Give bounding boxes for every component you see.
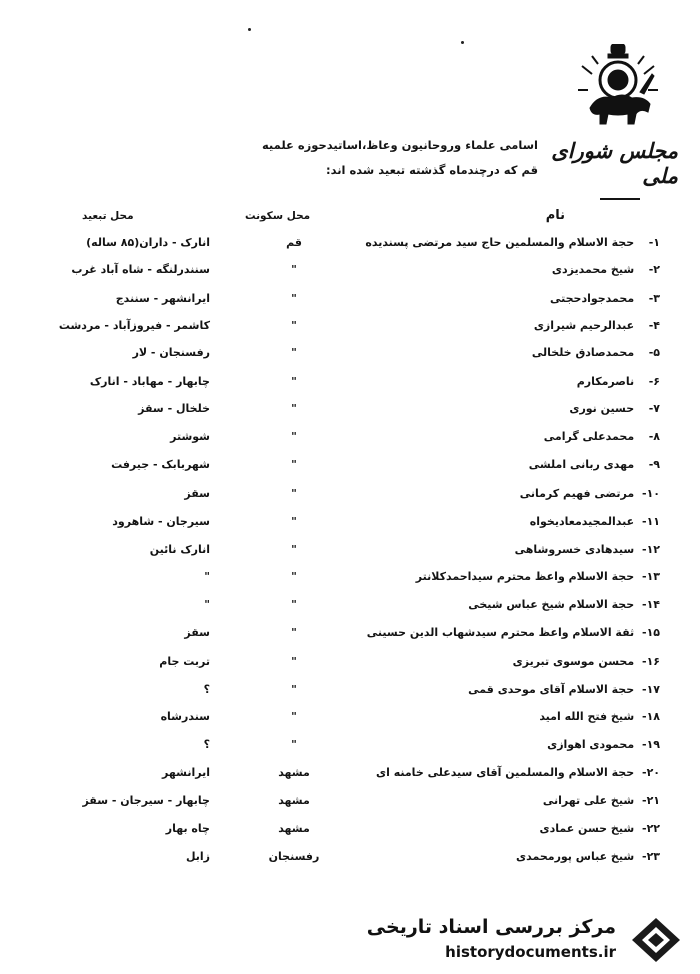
row-name-text: شیخ علی تهرانی [542,794,635,807]
row-residence: مشهد [278,822,310,835]
row-residence: " [291,515,297,528]
row-exile-place: خلخال - سقز [138,402,210,415]
column-header-name: نام [545,208,565,223]
row-name [330,515,660,528]
column-header-exile: محل تبعید [82,210,134,222]
row-number: ۱۷- [641,683,660,696]
row-number: ۹- [648,458,660,471]
row-residence: " [291,430,297,443]
row-exile-place: سندرشاه [160,710,210,723]
table-row [0,236,700,258]
row-exile-place: چابهار - مهاباد - انارک [89,375,210,388]
table-row [0,543,700,565]
row-name-text: مرتضی فهیم کرمانی [519,487,635,500]
row-number: ۲۳- [641,850,660,863]
row-number: ۱۶- [641,655,660,668]
row-name [330,598,660,611]
row-residence: " [291,292,297,305]
row-number: ۴- [648,319,660,332]
table-row [0,710,700,732]
row-name-text: حجة الاسلام شیخ عباس شیخی [468,598,635,611]
row-residence: رفسنجان [268,850,320,863]
row-exile-place: سقز [184,487,210,500]
row-name-text: ناصرمکارم [576,375,635,388]
table-row [0,683,700,705]
row-residence: " [291,402,297,415]
row-residence: " [291,570,297,583]
row-exile-place: ؟ [203,738,210,751]
row-name [330,292,660,305]
row-residence: قم [286,236,302,249]
row-name [330,346,660,359]
row-number: ۱۲- [641,543,660,556]
row-name [330,710,660,723]
row-exile-place: رفسنجان - لار [132,346,210,359]
row-name [330,626,660,639]
emblem-title: مجلس شورای ملی [551,138,678,188]
row-name [330,850,660,863]
row-name [330,683,660,696]
row-name [330,543,660,556]
row-name-text: محمدصادق خلخالی [531,346,635,359]
row-number: ۲۰- [641,766,660,779]
row-residence: " [291,543,297,556]
row-name [330,794,660,807]
row-residence: " [291,626,297,639]
book-logo-icon [626,914,684,966]
row-name-text: سیدهادی خسروشاهی [514,543,635,556]
table-row [0,375,700,397]
row-residence: " [291,375,297,388]
row-name-text: حجة الاسلام واعظ محترم سیداحمدکلانتر [415,570,635,583]
row-name-text: حجة الاسلام والمسلمین آقای سیدعلی خامنه ای [376,766,635,779]
row-name-text: شیخ عباس پورمحمدی [516,850,635,863]
column-header-residence: محل سکونت [245,210,311,222]
table-row [0,794,700,816]
row-name-text: محمدعلی گرامی [543,430,635,443]
table-row [0,822,700,844]
row-name-text: شیخ فتح الله امید [539,710,635,723]
table-row [0,458,700,480]
row-name-text: شیخ محمدیزدی [551,263,635,276]
table-row [0,402,700,424]
row-exile-place: زابل [185,850,210,863]
row-name [330,822,660,835]
table-row [0,346,700,368]
row-name-text: حجة الاسلام والمسلمین حاج سید مرتضی پسندیده [365,236,635,249]
document-heading-line-2: قم که درچندماه گذشته تبعید شده اند: [326,163,538,177]
row-name-text: مهدی ربانی املشی [528,458,635,471]
row-exile-place: شهربابک - جیرفت [111,458,210,471]
row-name [330,430,660,443]
watermark [366,912,692,968]
row-exile-place: ایرانشهر - سنندج [115,292,210,305]
row-name-text: شیخ حسن عمادی [539,822,635,835]
row-residence: " [291,487,297,500]
row-name [330,375,660,388]
row-number: ۱۵- [641,626,660,639]
row-residence: " [291,598,297,611]
row-name [330,319,660,332]
table-row [0,766,700,788]
row-exile-place: انارک - داران(۸۵ ساله) [86,236,210,249]
row-number: ۳- [648,292,660,305]
table-row [0,626,700,648]
row-name-text: حسین نوری [569,402,635,415]
emblem-divider [600,198,640,200]
table-row [0,850,700,872]
row-residence: مشهد [278,794,310,807]
row-name [330,766,660,779]
row-name-text: محسن موسوی تبریزی [512,655,635,668]
row-name [330,570,660,583]
table-row [0,515,700,537]
row-exile-place: کاشمر - فیروزآباد - مردشت [58,319,210,332]
row-name [330,738,660,751]
watermark-title: مرکز بررسی اسناد تاریخی [366,916,616,938]
document-heading-line-1: اسامی علماء وروحانیون وعاظ،اساتیدحوزه علمیه [261,138,538,152]
row-exile-place: انارک نائین [149,543,210,556]
row-exile-place: ایرانشهر [162,766,210,779]
row-residence: " [291,263,297,276]
row-number: ۱۴- [641,598,660,611]
row-name-text: ثقة الاسلام واعظ محترم سیدشهاب الدین حسینی [366,626,635,639]
row-number: ۱۱- [641,515,660,528]
row-number: ۷- [648,402,660,415]
row-name [330,402,660,415]
watermark-url: historydocuments.ir [445,943,616,961]
table-row [0,263,700,285]
table-row [0,655,700,677]
row-name [330,458,660,471]
row-name-text: حجة الاسلام آقای موحدی قمی [468,683,635,696]
row-exile-place: چاه بهار [165,822,210,835]
row-name [330,236,660,249]
row-residence: " [291,683,297,696]
row-number: ۲۲- [641,822,660,835]
row-exile-place: سقز [184,626,210,639]
scan-speck [248,28,251,31]
row-residence: مشهد [278,766,310,779]
row-name-text: عبدالرحیم شیرازی [533,319,635,332]
table-row [0,430,700,452]
row-number: ۱۳- [641,570,660,583]
scan-speck [461,41,464,44]
row-exile-place: چابهار - سیرجان - سقز [82,794,210,807]
row-name-text: محمودی اهوازی [547,738,635,751]
row-residence: " [291,710,297,723]
row-residence: " [291,738,297,751]
row-residence: " [291,346,297,359]
row-number: ۱۸- [641,710,660,723]
row-number: ۲- [648,263,660,276]
row-exile-place: ؟ [203,683,210,696]
row-name-text: عبدالمجیدمعادیخواه [529,515,635,528]
row-residence: " [291,655,297,668]
table-row [0,487,700,509]
row-exile-place: سنندرلنگه - شاه آباد غرب [71,263,210,276]
row-residence: " [291,458,297,471]
row-name-text: محمدجوادحجتی [549,292,635,305]
row-exile-place: " [204,570,210,583]
row-exile-place: تربت جام [159,655,210,668]
lion-and-sun-emblem-icon [578,44,658,126]
row-exile-place: سیرجان - شاهرود [112,515,210,528]
row-number: ۱- [648,236,660,249]
table-row [0,598,700,620]
row-number: ۸- [648,430,660,443]
row-number: ۱۰- [641,487,660,500]
row-exile-place: " [204,598,210,611]
row-number: ۵- [648,346,660,359]
table-row [0,319,700,341]
table-row [0,292,700,314]
row-name [330,655,660,668]
row-exile-place: شوشتر [170,430,210,443]
row-name [330,487,660,500]
table-row [0,738,700,760]
row-residence: " [291,319,297,332]
table-row [0,570,700,592]
row-name [330,263,660,276]
row-number: ۲۱- [641,794,660,807]
row-number: ۱۹- [641,738,660,751]
row-number: ۶- [648,375,660,388]
